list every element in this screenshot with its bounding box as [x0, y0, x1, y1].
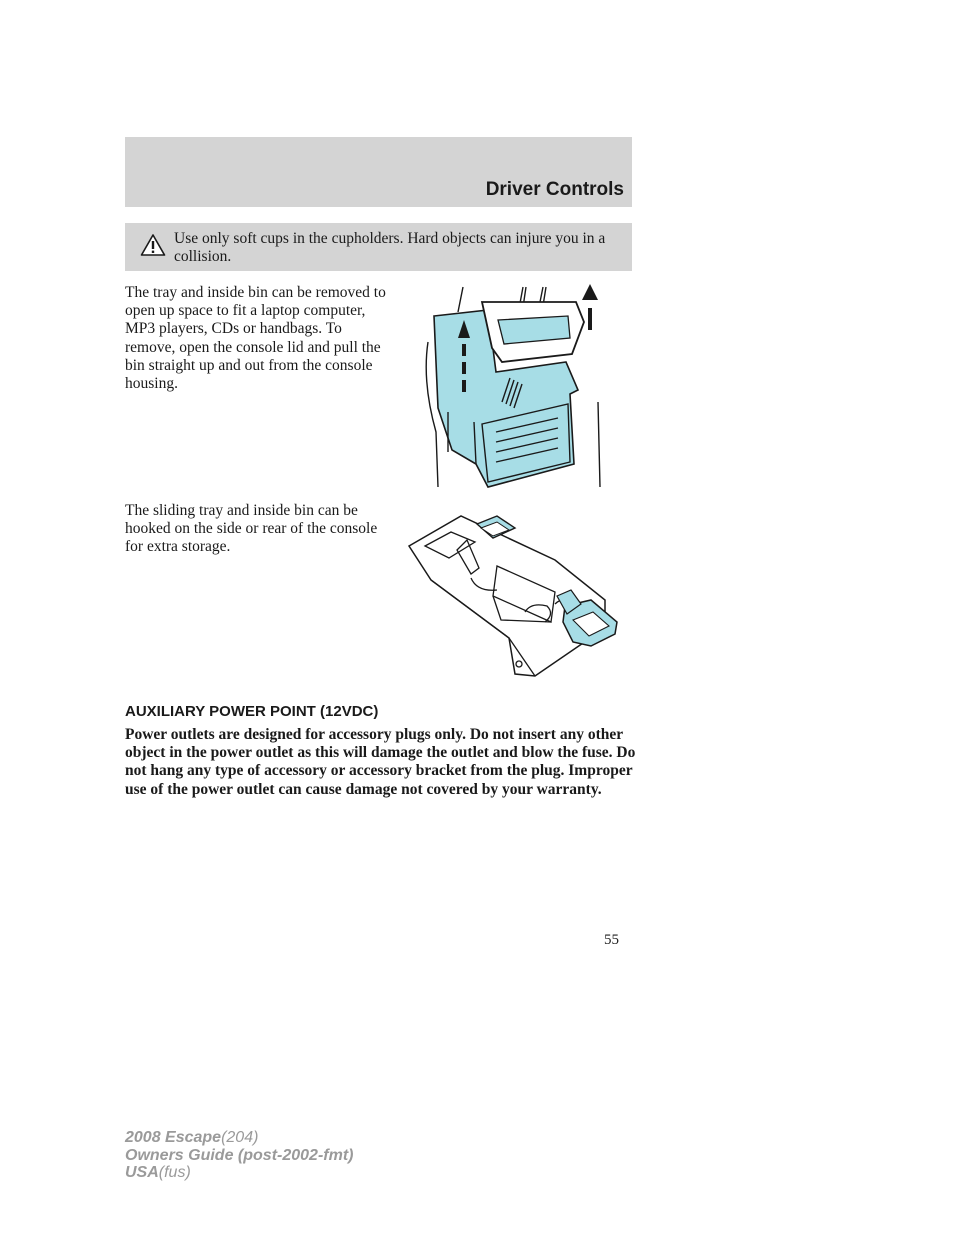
- warning-text: Use only soft cups in the cupholders. Hard objects can injure you in a collision.: [174, 230, 606, 265]
- console-tray-hooked-illustration: [405, 510, 625, 678]
- paragraph-remove-bin: The tray and inside bin can be removed to open up space to fit a laptop computer, MP3 players, CDs or handbags. To remove, open the console lid and pull the bin straight up and out from the console housing.: [125, 284, 386, 393]
- page-number: 55: [604, 932, 619, 948]
- footer-line-3: USA(fus): [125, 1164, 191, 1181]
- footer-line-2: Owners Guide (post-2002-fmt): [125, 1146, 354, 1164]
- paragraph-hook-tray: The sliding tray and inside bin can be hooked on the side or rear of the console for extra storage.: [125, 502, 378, 556]
- section-header-bar: [125, 137, 632, 207]
- warning-box: [125, 223, 632, 271]
- document-footer: [125, 1129, 353, 1182]
- warning-triangle-icon: [140, 233, 166, 257]
- section-heading-power-point: AUXILIARY POWER POINT (12VDC): [125, 703, 379, 720]
- section-title: Driver Controls: [485, 179, 624, 200]
- console-bin-removal-illustration: [418, 282, 618, 492]
- power-outlet-warning: Power outlets are designed for accessory plugs only. Do not insert any other object in the power outlet as this will damage the outlet and blow the fuse. Do not hang any type of accessory or accessory bracket from the plug. Improper use of the power outlet can cause damage not covered by your warranty.: [125, 726, 636, 798]
- footer-line-1: 2008 Escape(204): [125, 1129, 259, 1146]
